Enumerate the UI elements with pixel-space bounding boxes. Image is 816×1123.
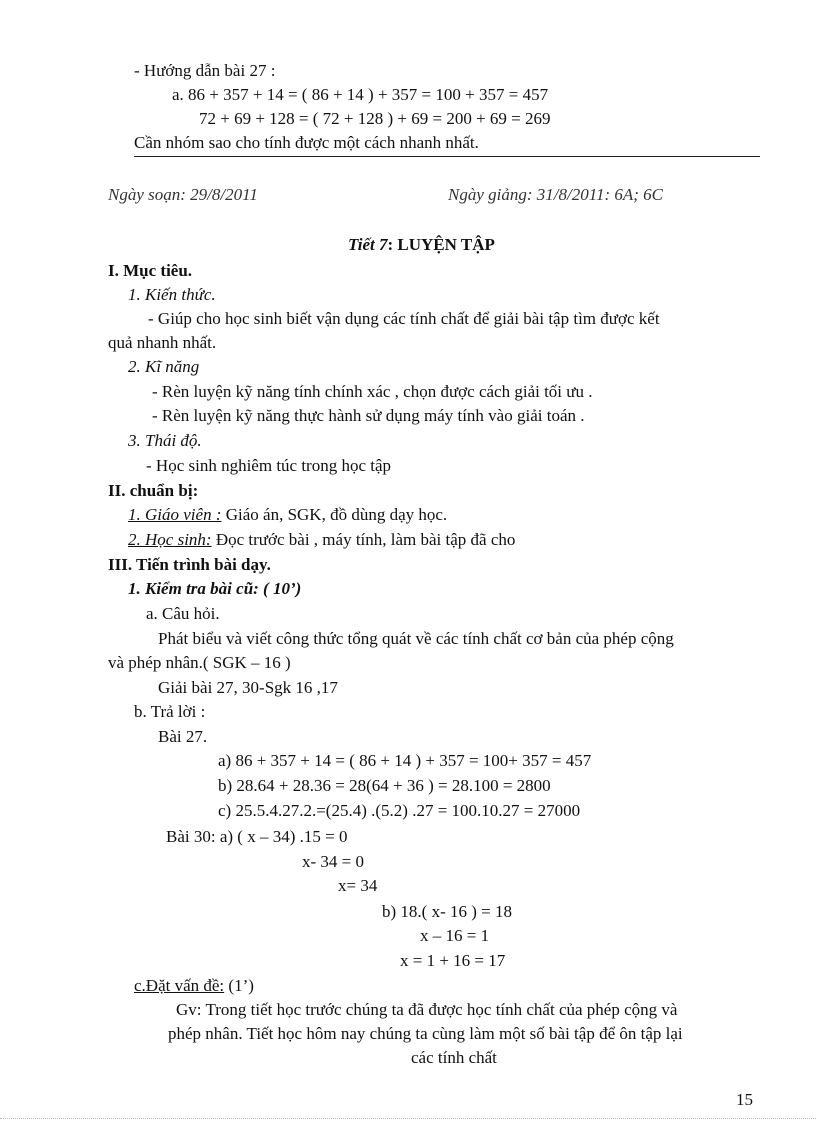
exercise-27-b: b) 28.64 + 28.36 = 28(64 + 36 ) = 28.100 = 2800 — [218, 776, 551, 795]
check-old-lesson-title: 1. Kiểm tra bài cũ: ( 10’) — [128, 579, 302, 598]
exercise-27-a: a) 86 + 357 + 14 = ( 86 + 14 ) + 357 = 100+ 357 = 457 — [218, 751, 592, 770]
answer-label: b. Trả lời : — [134, 702, 206, 721]
lesson-name: : LUYỆN TẬP — [387, 235, 495, 254]
student-text: Đọc trước bài , máy tính, làm bài tập đã cho — [211, 530, 516, 549]
student-prep — [128, 529, 515, 551]
skill-item-1: - Rèn luyện kỹ năng tính chính xác , chọn được cách giải tối ưu . — [152, 382, 593, 401]
exercise-27-label: Bài 27. — [158, 727, 208, 746]
hint-title: - Hướng dẫn bài 27 : — [134, 61, 276, 80]
objectives-heading: I. Mục tiêu. — [108, 261, 193, 280]
exercise-30-b-step2: x – 16 = 1 — [420, 926, 490, 945]
attitude-item-1: - Học sinh nghiêm túc trong học tập — [146, 456, 392, 475]
section-divider — [134, 156, 760, 157]
process-heading: III. Tiến trình bài dạy. — [108, 555, 271, 574]
question-text-2: và phép nhân.( SGK – 16 ) — [108, 653, 291, 672]
question-label: a. Câu hỏi. — [146, 604, 220, 623]
student-label: 2. Học sinh: — [128, 530, 212, 549]
hint-equation-b: 72 + 69 + 128 = ( 72 + 128 ) + 69 = 200 + 69 = 269 — [199, 109, 551, 128]
taught-date: Ngày giảng: 31/8/2011: 6A; 6C — [448, 185, 663, 204]
page-bottom-border — [0, 1118, 816, 1119]
introduction-label: c.Đặt vấn đề: — [134, 976, 225, 995]
teacher-speech-3: các tính chất — [411, 1048, 497, 1067]
exercise-30-b: b) 18.( x- 16 ) = 18 — [382, 902, 512, 921]
knowledge-label: 1. Kiến thức. — [128, 285, 216, 304]
knowledge-text-2: quả nhanh nhất. — [108, 333, 217, 352]
teacher-label: 1. Giáo viên : — [128, 505, 222, 524]
introduction-line — [134, 975, 254, 997]
question-text-3: Giải bài 27, 30-Sgk 16 ,17 — [158, 678, 338, 697]
knowledge-text-1: - Giúp cho học sinh biết vận dụng các tính chất để giải bài tập tìm được kết — [148, 309, 660, 328]
lesson-title — [348, 234, 495, 256]
exercise-30-a-step2: x- 34 = 0 — [302, 852, 364, 871]
teacher-speech-1: Gv: Trong tiết học trước chúng ta đã được học tính chất của phép cộng và — [176, 1000, 678, 1019]
hint-note: Cần nhóm sao cho tính được một cách nhanh nhất. — [134, 133, 479, 152]
exercise-30-a: Bài 30: a) ( x – 34) .15 = 0 — [166, 827, 348, 846]
skill-label: 2. Kĩ năng — [128, 357, 200, 376]
lesson-number: Tiết 7 — [348, 235, 388, 254]
exercise-30-b-step3: x = 1 + 16 = 17 — [400, 951, 506, 970]
prepared-date: Ngày soạn: 29/8/2011 — [108, 185, 258, 204]
attitude-label: 3. Thái độ. — [128, 431, 202, 450]
teacher-prep — [128, 504, 447, 526]
teacher-speech-2: phép nhân. Tiết học hôm nay chúng ta cùng làm một số bài tập để ôn tập lại — [168, 1024, 683, 1043]
hint-equation-a: a. 86 + 357 + 14 = ( 86 + 14 ) + 357 = 100 + 357 = 457 — [172, 85, 549, 104]
introduction-time: (1’) — [224, 976, 254, 995]
preparation-heading: II. chuẩn bị: — [108, 481, 199, 500]
page-number: 15 — [736, 1090, 753, 1109]
exercise-30-a-step3: x= 34 — [338, 876, 378, 895]
teacher-text: Giáo án, SGK, đồ dùng dạy học. — [221, 505, 448, 524]
skill-item-2: - Rèn luyện kỹ năng thực hành sử dụng máy tính vào giải toán . — [152, 406, 585, 425]
question-text-1: Phát biểu và viết công thức tổng quát về các tính chất cơ bản của phép cộng — [158, 629, 674, 648]
exercise-27-c: c) 25.5.4.27.2.=(25.4) .(5.2) .27 = 100.10.27 = 27000 — [218, 801, 581, 820]
